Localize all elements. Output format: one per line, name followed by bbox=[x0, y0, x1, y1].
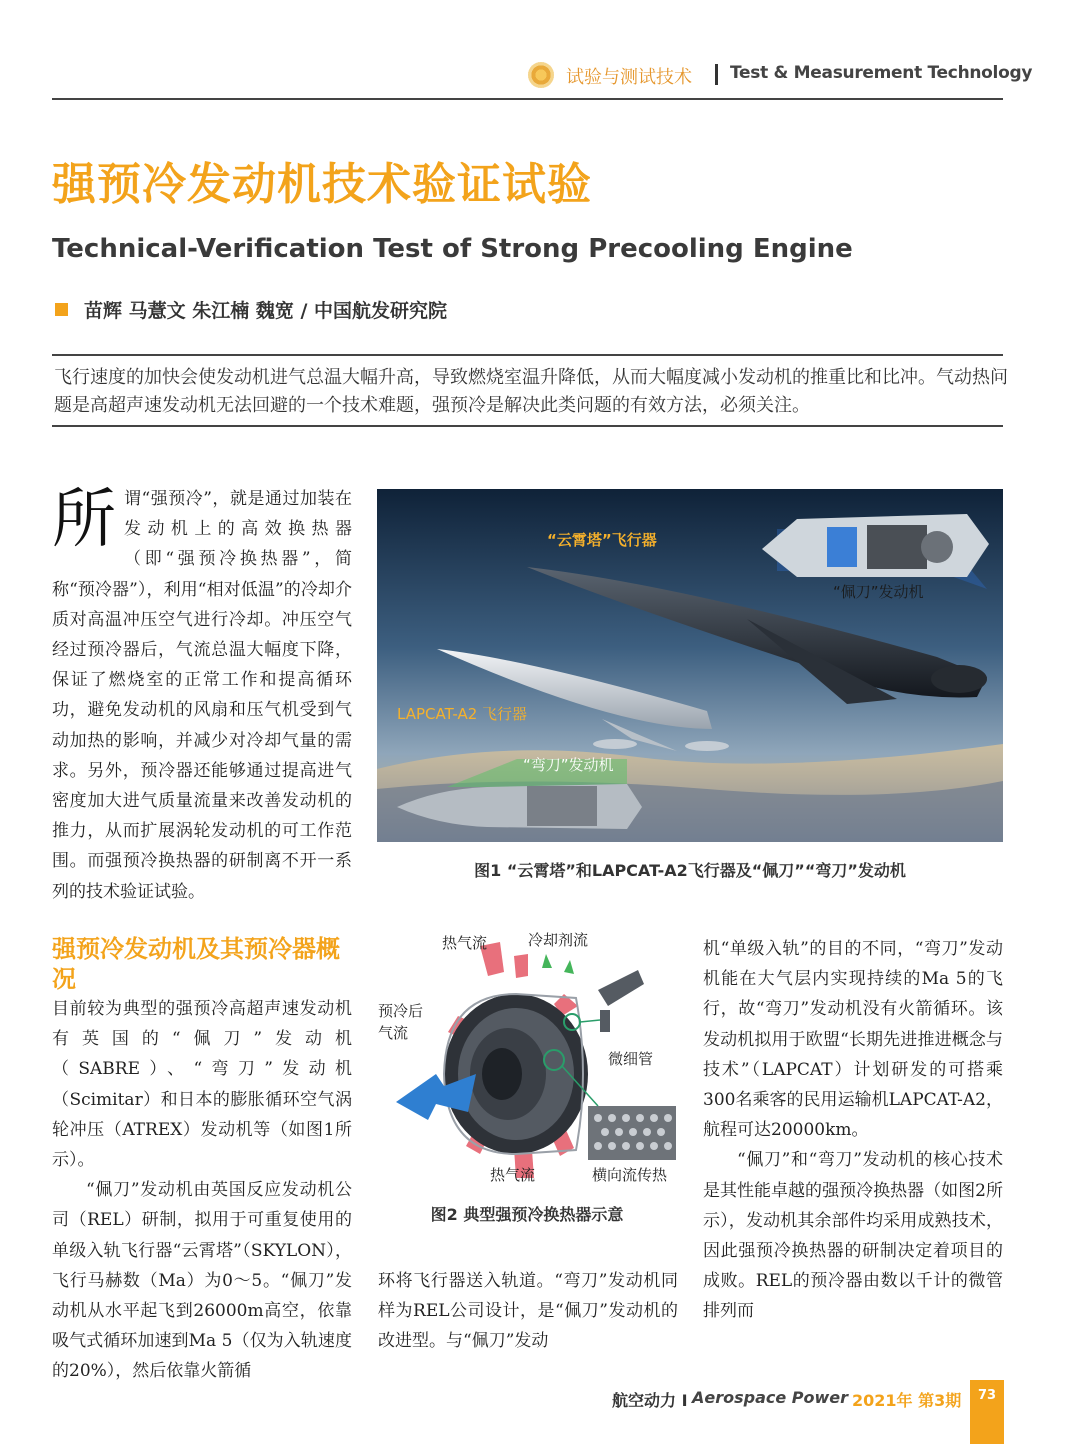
abstract-rule-bottom bbox=[52, 425, 1003, 427]
footer-journal-en: Aerospace Power bbox=[692, 1388, 849, 1407]
author-line: 苗辉 马薏文 朱江楠 魏宽 / 中国航发研究院 bbox=[84, 300, 448, 322]
figure1-label-lapcat: LAPCAT-A2 飞行器 bbox=[397, 705, 528, 723]
figure-1-caption: 图1 “云霄塔”和LAPCAT-A2飞行器及“佩刀”“弯刀”发动机 bbox=[474, 861, 906, 880]
figure-2 bbox=[376, 924, 678, 1196]
paragraph: “佩刀”发动机由英国反应发动机公司（REL）研制，拟用于可重复使用的单级入轨飞行器“云霄塔”（SKYLON），飞行马赫数（Ma）为0～5。“佩刀”发动机从水平起飞到26000m高空，依靠吸气式循环加速到Ma 5（仅为入轨速度的20%），然后依靠火箭循 bbox=[52, 1180, 352, 1382]
figure2-label-coolant-flow: 冷却剂流 bbox=[528, 931, 589, 949]
intro-paragraph bbox=[52, 484, 352, 907]
section-name-cn: 试验与测试技术 bbox=[566, 67, 692, 88]
page-number: 73 bbox=[970, 1380, 1004, 1444]
footer-journal-cn: 航空动力 I bbox=[612, 1391, 688, 1410]
paragraph: 环将飞行器送入轨道。“弯刀”发动机同样为REL公司设计，是“佩刀”发动机的改进型。与“佩刀”发动 bbox=[378, 1271, 678, 1352]
footer-issue: 2021年 第3期 bbox=[852, 1391, 962, 1410]
figure1-label-skylon: “云霄塔”飞行器 bbox=[547, 531, 657, 549]
figure-1 bbox=[377, 489, 1003, 842]
body-column-2 bbox=[378, 1266, 678, 1357]
abstract-rule-top bbox=[52, 354, 1003, 356]
section-logo-icon bbox=[528, 62, 554, 88]
figure2-label-precooled-flow: 预冷后 气流 bbox=[378, 1002, 424, 1042]
body-column-1 bbox=[52, 994, 352, 1387]
article-title: 强预冷发动机技术验证试验 bbox=[52, 159, 592, 210]
intro-text: 谓“强预冷”，就是通过加装在发动机上的高效换热器（即“强预冷换热器”，简称“预冷器”），利用“相对低温”的冷却介质对高温冲压空气进行冷却。冲压空气经过预冷器后，气流总温大幅度下降，保证了燃烧室的正常工作和提高循环功，避免发动机的风扇和压气机受到气动加热的影响，并减少对冷却气量的需求。另外，预冷器还能够通过提高进气密度加大进气质量流量来改善发动机的推力，从而扩展涡轮发动机的可工作范围。而强预冷换热器的研制离不开一系列的技术验证试验。 bbox=[52, 489, 352, 902]
paragraph: 目前较为典型的强预冷高超声速发动机有英国的“佩刀”发动机（SABRE）、“弯刀”发动机（Scimitar）和日本的膨胀循环空气涡轮冲压（ATREX）发动机等（如图1所示）。 bbox=[52, 999, 352, 1171]
figure-1-illustration bbox=[377, 489, 1003, 842]
header-separator bbox=[715, 64, 718, 85]
figure1-label-sabre: “佩刀”发动机 bbox=[833, 583, 924, 601]
section-heading: 强预冷发动机及其预冷器概况 bbox=[52, 935, 340, 993]
section-name-en: Test & Measurement Technology bbox=[730, 63, 1033, 83]
dropcap: 所 bbox=[52, 483, 116, 557]
author-marker bbox=[55, 303, 68, 316]
body-column-3 bbox=[703, 934, 1003, 1327]
figure2-label-microtube: 微细管 bbox=[608, 1050, 654, 1068]
figure2-label-crossflow: 横向流传热 bbox=[592, 1166, 668, 1184]
header-rule bbox=[52, 98, 1003, 100]
paragraph: 机“单级入轨”的目的不同，“弯刀”发动机能在大气层内实现持续的Ma 5的飞行，故“弯刀”发动机没有火箭循环。该发动机拟用于欧盟“长期先进推进概念与技术”（LAPCAT）计划研发的可搭乘300名乘客的民用运输机LAPCAT-A2，航程可达20000km。 bbox=[703, 939, 1003, 1141]
figure2-label-hot-flow-bottom: 热气流 bbox=[490, 1166, 536, 1184]
figure-2-caption: 图2 典型强预冷换热器示意 bbox=[430, 1205, 624, 1224]
paragraph: “佩刀”和“弯刀”发动机的核心技术是其性能卓越的强预冷换热器（如图2所示），发动机其余部件均采用成熟技术，因此强预冷换热器的研制决定着项目的成败。REL的预冷器由数以千计的微管排列而 bbox=[703, 1150, 1003, 1322]
figure1-label-scimitar: “弯刀”发动机 bbox=[523, 756, 614, 774]
article-subtitle: Technical-Verification Test of Strong Precooling Engine bbox=[52, 234, 853, 264]
figure2-label-hot-flow-top: 热气流 bbox=[442, 934, 488, 952]
abstract: 飞行速度的加快会使发动机进气总温大幅升高，导致燃烧室温升降低，从而大幅度减小发动机的推重比和比冲。气动热问题是高超声速发动机无法回避的一个技术难题，强预冷是解决此类问题的有效方法，必须关注。 bbox=[54, 367, 1008, 416]
